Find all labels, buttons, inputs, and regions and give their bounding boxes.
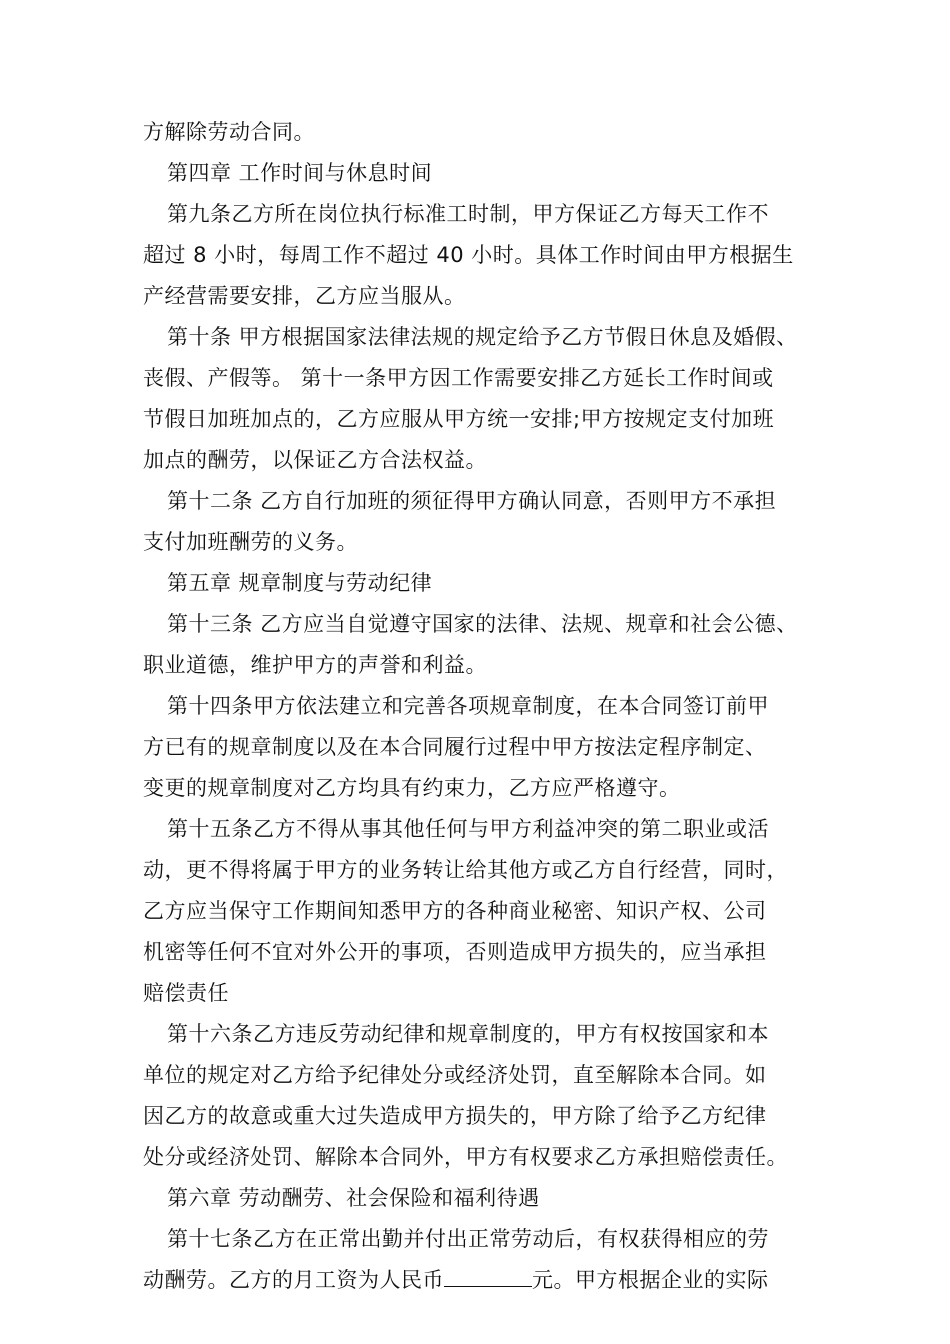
text-line-with-blank bbox=[143, 1260, 833, 1301]
salary-blank bbox=[444, 1264, 532, 1287]
text-line: 产经营需要安排，乙方应当服从。 bbox=[143, 284, 466, 308]
chapter-heading: 第五章 规章制度与劳动纪律 bbox=[167, 571, 433, 595]
text-line: 赔偿责任 bbox=[143, 981, 229, 1005]
text-line: 因乙方的故意或重大过失造成甲方损失的，甲方除了给予乙方纪律 bbox=[143, 1104, 767, 1128]
chapter-heading: 第四章 工作时间与休息时间 bbox=[167, 161, 433, 185]
text-line: 方已有的规章制度以及在本合同履行过程中甲方按法定程序制定、 bbox=[143, 735, 767, 759]
text-line: 方解除劳动合同。 bbox=[143, 120, 315, 144]
text-after-blank: 元。甲方根据企业的实际 bbox=[532, 1268, 769, 1292]
text-line: 变更的规章制度对乙方均具有约束力，乙方应严格遵守。 bbox=[143, 776, 681, 800]
text-line: 第十条 甲方根据国家法律法规的规定给予乙方节假日休息及婚假、 bbox=[167, 325, 798, 349]
text-line: 第九条乙方所在岗位执行标准工时制，甲方保证乙方每天工作不 bbox=[167, 202, 769, 226]
text-line: 第十四条甲方依法建立和完善各项规章制度，在本合同签订前甲 bbox=[167, 694, 769, 718]
chapter-heading: 第六章 劳动酬劳、社会保险和福利待遇 bbox=[167, 1186, 540, 1210]
text-line: 机密等任何不宜对外公开的事项，否则造成甲方损失的，应当承担 bbox=[143, 940, 767, 964]
text-before-blank: 动酬劳。乙方的月工资为人民币 bbox=[143, 1268, 444, 1292]
text-line: 节假日加班加点的，乙方应服从甲方统一安排;甲方按规定支付加班 bbox=[143, 407, 775, 431]
text-line: 第十七条乙方在正常出勤并付出正常劳动后，有权获得相应的劳 bbox=[167, 1227, 769, 1251]
text-line: 第十三条 乙方应当自觉遵守国家的法律、法规、规章和社会公德、 bbox=[167, 612, 798, 636]
text-line: 第十五条乙方不得从事其他任何与甲方利益冲突的第二职业或活 bbox=[167, 817, 769, 841]
document-body bbox=[143, 112, 833, 1301]
text-line: 第十二条 乙方自行加班的须征得甲方确认同意，否则甲方不承担 bbox=[167, 489, 777, 513]
text-line: 动，更不得将属于甲方的业务转让给其他方或乙方自行经营，同时， bbox=[143, 858, 788, 882]
text-line: 加点的酬劳，以保证乙方合法权益。 bbox=[143, 448, 487, 472]
text-line: 乙方应当保守工作期间知悉甲方的各种商业秘密、知识产权、公司 bbox=[143, 899, 767, 923]
text-line: 丧假、产假等。 第十一条甲方因工作需要安排乙方延长工作时间或 bbox=[143, 366, 774, 390]
text-line: 处分或经济处罚、解除本合同外，甲方有权要求乙方承担赔偿责任。 bbox=[143, 1145, 788, 1169]
text-line: 职业道德，维护甲方的声誉和利益。 bbox=[143, 653, 487, 677]
text-line: 超过 8 小时，每周工作不超过 40 小时。具体工作时间由甲方根据生 bbox=[143, 243, 794, 267]
text-line: 单位的规定对乙方给予纪律处分或经济处罚，直至解除本合同。如 bbox=[143, 1063, 767, 1087]
text-line: 第十六条乙方违反劳动纪律和规章制度的，甲方有权按国家和本 bbox=[167, 1022, 769, 1046]
text-line: 支付加班酬劳的义务。 bbox=[143, 530, 358, 554]
